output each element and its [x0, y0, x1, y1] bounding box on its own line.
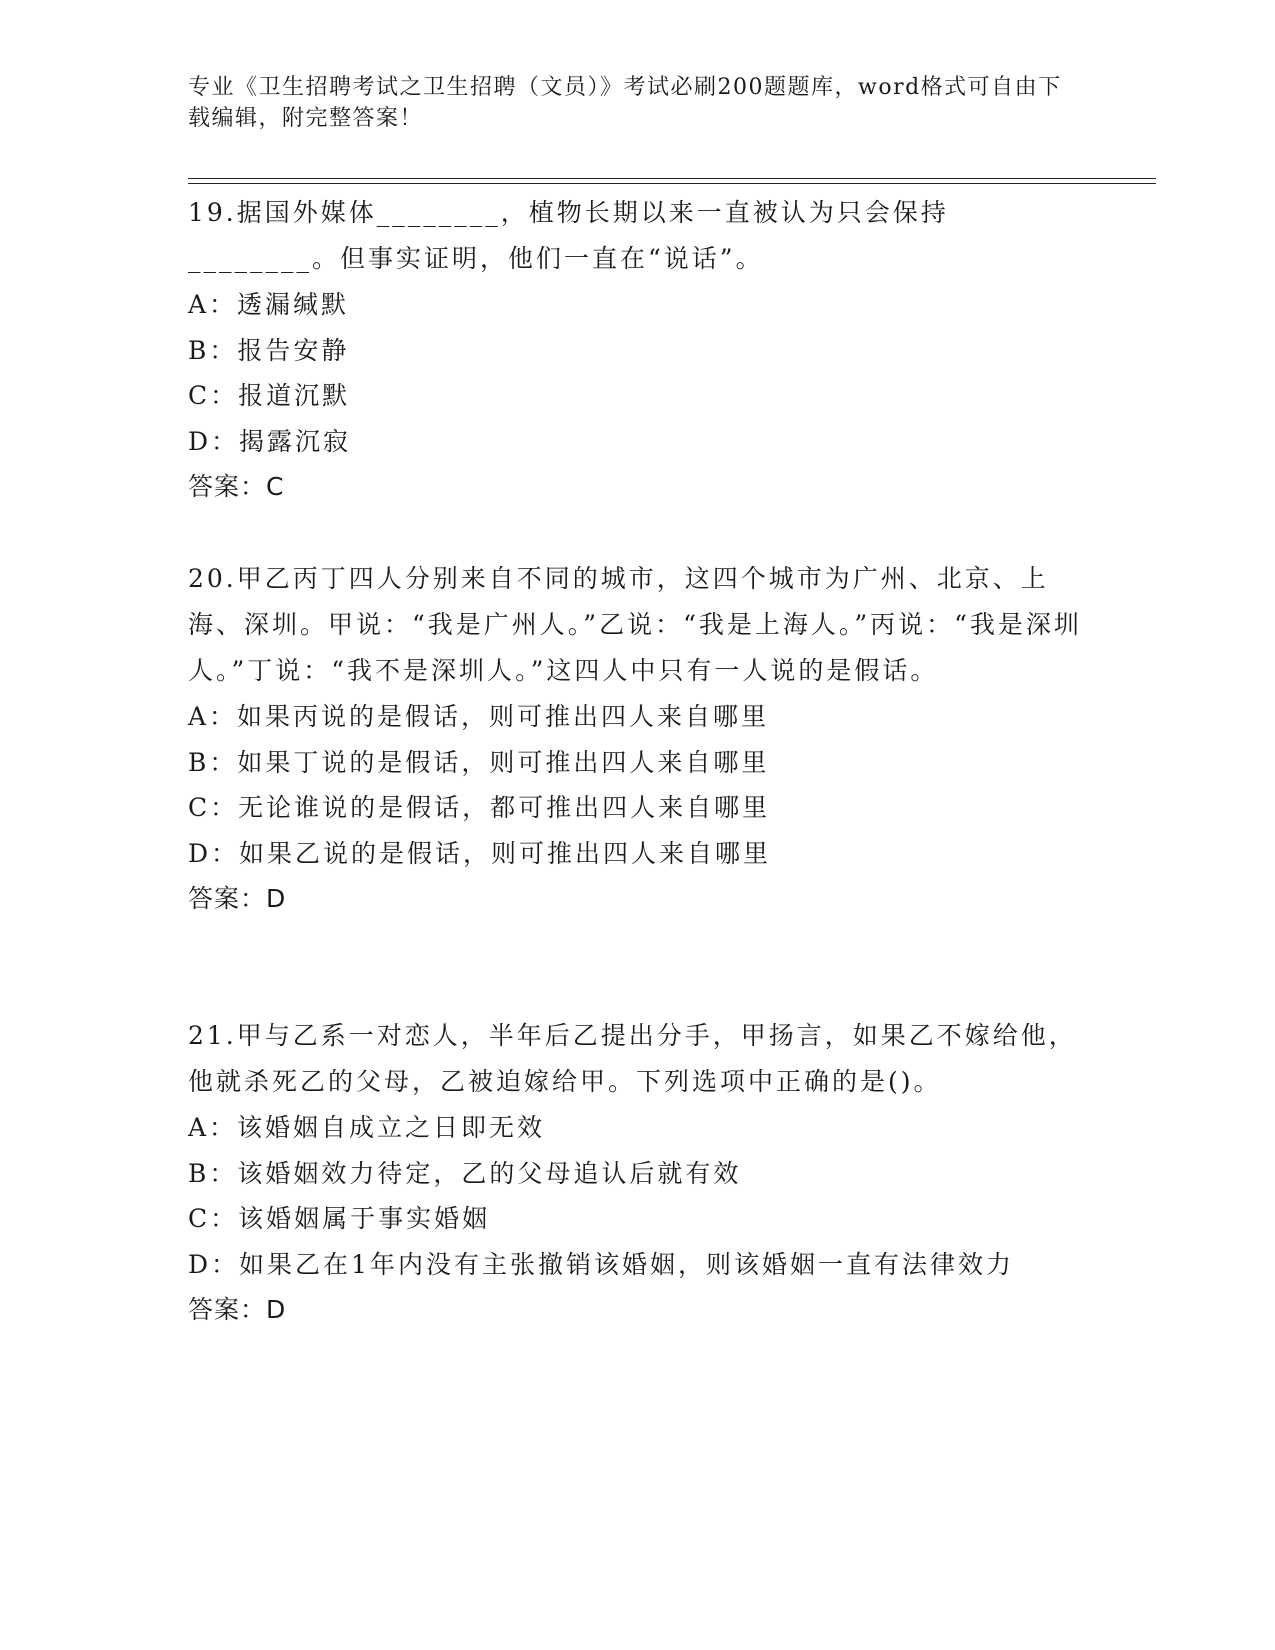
option-a: A：透漏缄默 — [188, 290, 350, 319]
answer-line: 答案：D — [188, 1295, 287, 1324]
option-b: B：报告安静 — [188, 335, 350, 365]
document-header: 专业《卫生招聘考试之卫生招聘（文员）》考试必刷200题题库，word格式可自由下载编辑，附完整答案！ — [188, 75, 1062, 131]
question-stem: 19.据国外媒体________，植物长期以来一直被认为只会保持________。但事实证明，他们一直在“说话”。 — [188, 198, 949, 273]
option-c: C：无论谁说的是假话，都可推出四人来自哪里 — [188, 793, 771, 822]
header-divider-top — [188, 178, 1156, 179]
question-20 — [188, 556, 1088, 922]
header-divider-bottom — [188, 183, 1156, 184]
question-stem: 21.甲与乙系一对恋人，半年后乙提出分手，甲扬言，如果乙不嫁给他，他就杀死乙的父母，乙被迫嫁给甲。下列选项中正确的是()。 — [188, 1021, 1077, 1096]
option-c: C：报道沉默 — [188, 381, 351, 410]
answer-line: 答案：C — [188, 472, 285, 501]
answer-line: 答案：D — [188, 884, 287, 913]
option-b: B：该婚姻效力待定，乙的父母追认后就有效 — [188, 1158, 742, 1188]
option-d: D：揭露沉寂 — [188, 426, 352, 456]
question-stem: 20.甲乙丙丁四人分别来自不同的城市，这四个城市为广州、北京、上海、深圳。甲说：“我是广州人。”乙说：“我是上海人。”丙说：“我是深圳人。”丁说：“我不是深圳人。”这四人中只有一人说的是假话。 — [188, 564, 1082, 685]
option-c: C：该婚姻属于事实婚姻 — [188, 1204, 491, 1233]
question-19 — [188, 190, 1088, 510]
option-b: B：如果丁说的是假话，则可推出四人来自哪里 — [188, 747, 770, 777]
option-d: D：如果乙说的是假话，则可推出四人来自哪里 — [188, 838, 772, 868]
option-a: A：如果丙说的是假话，则可推出四人来自哪里 — [188, 702, 770, 731]
option-a: A：该婚姻自成立之日即无效 — [188, 1113, 546, 1142]
question-21 — [188, 1013, 1088, 1333]
option-d: D：如果乙在1年内没有主张撤销该婚姻，则该婚姻一直有法律效力 — [188, 1249, 1014, 1279]
